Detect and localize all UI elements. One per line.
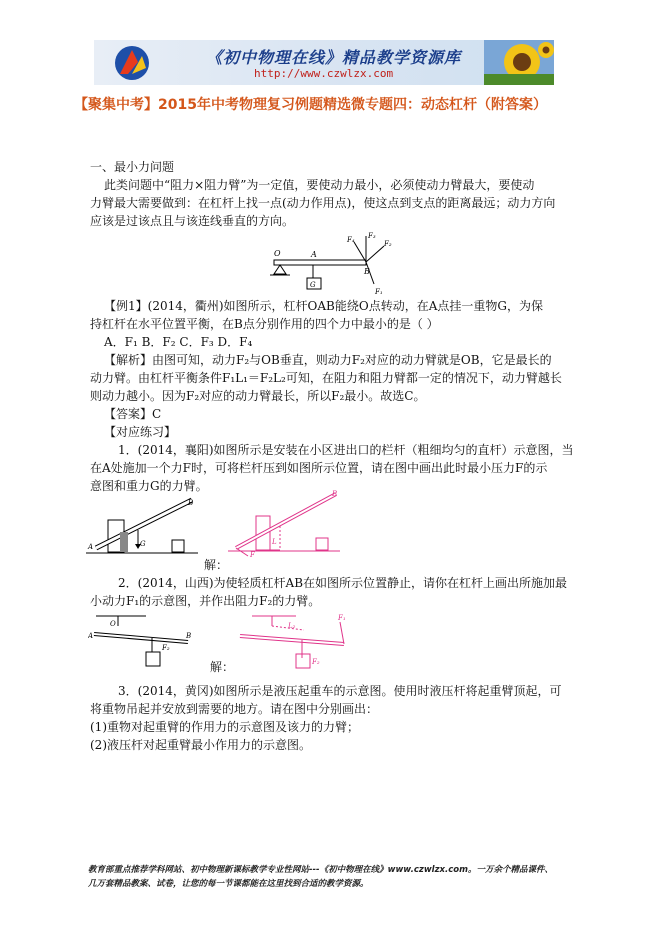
label-f3: F₃ xyxy=(368,232,376,240)
banner-url[interactable]: http://www.czwlzx.com xyxy=(254,67,394,80)
q2-ans-label-f2: F₂ xyxy=(312,658,320,666)
q2-ans-label-l2: L₂ xyxy=(288,622,296,630)
q1-ans-label-f: F xyxy=(250,551,255,558)
example1-line-2: 持杠杆在水平位置平衡，在B点分别作用的四个力中最小的是（ ） xyxy=(90,317,439,331)
q2-label-f2: F₂ xyxy=(162,644,170,652)
answer: 【答案】C xyxy=(104,407,162,421)
intro-line-1: 此类问题中“阻力×阻力臂”为一定值，要使动力最小，必须使动力臂最大，要使动 xyxy=(104,178,535,192)
label-g: G xyxy=(310,281,316,289)
footer-line-1: 教育部重点推荐学科网站、初中物理新课标教学专业性网站---《初中物理在线》www.czwlzx.com。一万余个精品课件、 xyxy=(88,865,553,875)
document-title: 【聚集中考】2015年中考物理复习例题精选微专题四：动态杠杆（附答案） xyxy=(74,97,547,113)
q2-label-o: O xyxy=(110,620,116,628)
q2-line-2: 小动力F₁的示意图，并作出阻力F₂的力臂。 xyxy=(90,594,321,608)
q1-ans-label-l: L xyxy=(272,538,277,546)
footer-line-2: 几万套精品教案、试卷，让您的每一节课都能在这里找到合适的教学资源。 xyxy=(88,879,369,889)
lever-figure-1 xyxy=(268,232,400,298)
q2-line-1: 2．(2014，山西)为使轻质杠杆AB在如图所示位置静止，请你在杠杆上画出所施加最 xyxy=(118,576,568,590)
analysis-line-2: 动力臂。由杠杆平衡条件F₁L₁＝F₂L₂可知，在阻力和阻力臂都一定的情况下，动力臂越长 xyxy=(90,371,562,385)
intro-line-3: 应该是过该点且与该连线垂直的方向。 xyxy=(90,214,295,228)
q3-line-4: (2)液压杆对起重臂最小作用力的示意图。 xyxy=(90,738,311,752)
label-f4: F₄ xyxy=(347,236,355,244)
q2-jie: 解： xyxy=(210,660,235,674)
lever-answer-q2 xyxy=(232,608,350,674)
header-banner xyxy=(94,40,554,85)
q1-label-g: G xyxy=(140,540,146,548)
footer xyxy=(88,863,588,891)
q1-jie: 解： xyxy=(204,558,229,572)
q1-line-2: 在A处施加一个力F时，可将栏杆压到如图所示位置，请在图中画出此时最小压力F的示 xyxy=(90,461,548,475)
q3-line-1: 3．(2014，黄冈)如图所示是液压起重车的示意图。使用时液压杆将起重臂顶起，可 xyxy=(118,684,562,698)
q1-line-1: 1．(2014，襄阳)如图所示是安装在小区进出口的栏杆（粗细均匀的直杆）示意图，当 xyxy=(118,443,574,457)
lever-figure-q2 xyxy=(88,610,192,672)
label-b: B xyxy=(364,267,370,276)
q2-ans-label-f1: F₁ xyxy=(338,614,346,622)
q3-line-2: 将重物吊起并安放到需要的地方。请在图中分别画出： xyxy=(90,702,379,716)
label-a: A xyxy=(311,250,317,259)
barrier-answer-q1 xyxy=(228,486,340,558)
analysis-line-3: 则动力越小。因为F₂对应的动力臂最长，所以F₂最小。故选C。 xyxy=(90,389,426,403)
q1-line-3: 意图和重力G的力臂。 xyxy=(90,479,208,493)
q1-ans-label-b: B xyxy=(332,490,338,498)
example1-line-1: 【例1】(2014，衢州)如图所示，杠杆OAB能绕O点转动，在A点挂一重物G，为保 xyxy=(104,299,543,313)
label-o: O xyxy=(274,249,281,258)
q1-label-b: B xyxy=(188,499,194,507)
q2-label-b: B xyxy=(186,632,192,640)
q3-line-3: (1)重物对起重臂的作用力的示意图及该力的力臂； xyxy=(90,720,359,734)
label-f2: F₂ xyxy=(384,240,392,248)
example1-options: A．F₁ B．F₂ C．F₃ D．F₄ xyxy=(104,335,253,349)
analysis-line-1: 【解析】由图可知，动力F₂与OB垂直，则动力F₂对应的动力臂就是OB，它是最长的 xyxy=(104,353,552,367)
q2-label-a: A xyxy=(88,632,94,640)
practice-heading: 【对应练习】 xyxy=(104,425,177,439)
logo-icon xyxy=(112,44,152,82)
section-heading: 一、最小力问题 xyxy=(90,160,175,174)
label-f1: F₁ xyxy=(375,288,383,296)
banner-title: 《初中物理在线》精品教学资源库 xyxy=(206,48,462,67)
sunflower-icon xyxy=(484,40,554,85)
intro-line-2: 力臂最大需要做到：在杠杆上找一点(动力作用点)，使这点到支点的距离最远；动力方向 xyxy=(90,196,556,210)
q1-label-a: A xyxy=(88,543,94,551)
barrier-figure-q1 xyxy=(86,496,198,558)
